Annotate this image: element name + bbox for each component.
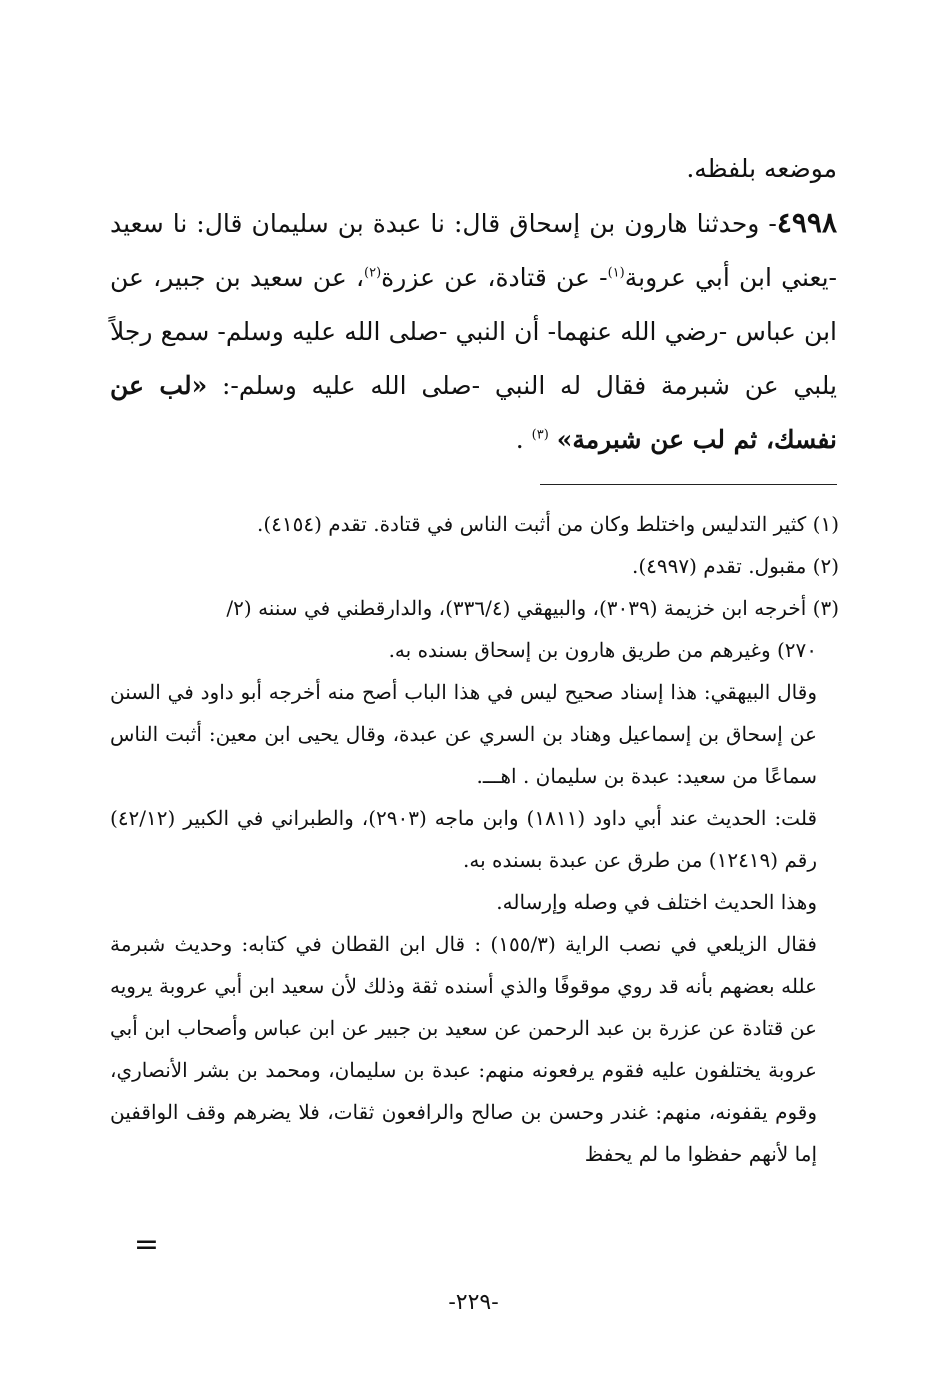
footnote-3-line-1: (٣) أخرجه ابن خزيمة (٣٠٣٩)، والبيهقي (٣٣٦/٤)، والدارقطني في سننه (٢/ [226,596,839,620]
footnote-3-paragraph-4: وهذا الحديث اختلف في وصله وإرساله. [496,890,817,914]
hadith-text-3: ، عن سعيد بن جبير، عن ابن عباس -رضي الله عنهما- أن النبي -صلى الله عليه وسلم- سمع رجلاً يلبي عن شبرمة فقال له النبي -صلى الله عليه وسلم-: [110,263,837,400]
main-text [110,142,837,467]
footnote-2: (٢) مقبول. تقدم (٤٩٩٧). [631,554,839,578]
footnote-3-paragraph-3: قلت: الحديث عند أبي داود (١٨١١) وابن ماجه (٢٩٠٣)، والطبراني في الكبير (٤٢/١٢) رقم (١٢٤١٩) من طرق عن عبدة بسنده به. [110,806,818,872]
footnote-ref-1[interactable]: (١) [607,265,625,281]
footnote-separator [540,484,837,485]
footnotes [110,503,839,1175]
footnote-3-paragraph-5: فقال الزيلعي في نصب الراية (١٥٥/٣) : قال ابن القطان في كتابه: وحديث شبرمة علله بعضهم بأنه قد روي موقوفًا والذي أسنده ثقة وذلك لأن سعيد ابن أبي عروبة يرويه عن قتادة عن عزرة بن عبد الرحمن عن سعيد بن جبير عن ابن عباس وأصحاب ابن أبي عروبة يختلفون عليه فقوم يرفعونه منهم: عبدة بن سليمان، ومحمد بن بشر الأنصاري، وقوم يقفونه، منهم: غندر وحسن بن صالح والرافعون ثقات، فلا يضرهم وقف الواقفين إما لأنهم حفظوا ما لم يحفظ [110,932,817,1166]
footnote-ref-2[interactable]: (٢) [364,265,382,281]
footnote-3-paragraph-2: وقال البيهقي: هذا إسناد صحيح ليس في هذا الباب أصح منه أخرجه أبو داود في السنن عن إسحاق بن إسماعيل وهناد بن السري عن عبدة، وقال يحيى ابن معين: أثبت الناس سماعًا من سعيد: عبدة بن سليمان . اهـــ. [110,680,817,788]
footnote-1: (١) كثير التدليس واختلط وكان من أثبت الناس في قتادة. تقدم (٤١٥٤). [256,512,839,536]
hadith-number: ٤٩٩٨ [776,206,837,239]
footnote-ref-3[interactable]: (٣) [531,427,549,443]
page-number: -٢٢٩- [448,1290,499,1315]
hadith-text-2: - عن قتادة، عن عزرة [381,263,608,292]
continuation-mark: = [133,1227,159,1262]
hadith-quote: «لب عن نفسك، ثم لب عن شبرمة» [110,371,837,454]
hadith-text-1: - وحدثنا هارون بن إسحاق قال: نا عبدة بن سليمان قال: نا سعيد -يعني ابن أبي عروبة [110,209,837,292]
hadith-end: . [515,425,532,454]
hadith-paragraph [110,196,837,467]
footnote-3-line-2: ٢٧٠) وغيرهم من طريق هارون بن إسحاق بسنده به. [388,638,817,662]
main-line-1: موضعه بلفظه. [686,154,837,183]
